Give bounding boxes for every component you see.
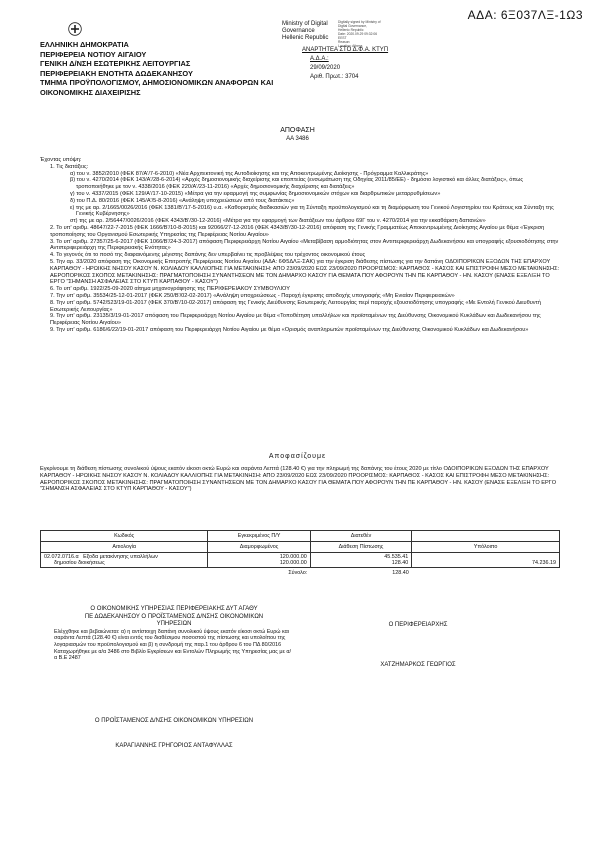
table-row (41, 553, 560, 568)
decision-text: Εγκρίνουμε τη διάθεση πίστωσης συνολικού ύψους εκατόν είκοσι οκτώ Ευρώ και σαράντα Λεπτά (128.40 €) για την πληρωμή της δαπάνης του έτους 2020 με τίτλο ΟΔΟΙΠΟΡΙΚΩΝ ΕΞΟΔΩΝ ΤΗΣ ΕΠΑΡΧΟΥ ΚΑΡΠΑΘΟΥ - ΗΡΩΙΚΗΣ ΝΗΣΟΥ ΚΑΣΟΥ Ν. ΚΟΛΙΑΔΟΥ ΚΑΛΛΙΟΠΗΣ ΓΙΑ ΜΕΤΑΚΙΝΗΣΗ: ΑΠΟ 23/09/2020 ΕΩΣ 23/09/2020 ΠΡΟΟΡΙΣΜΟΣ: ΚΑΡΠΑΘΟΣ - ΚΑΣΟΣ ΚΑΙ ΕΠΙΣΤΡΟΦΗ ΜΕΣΟ ΜΕΤΑΚΙΝΗΣΗΣ: ΑΕΡΟΠΟΡΙΚΩΣ ΣΚΟΠΟΣ ΜΕΤΑΚΙΝΗΣΗΣ: ΠΡΑΓΜΑΤΟΠΟΙΗΣΗ ΣΥΝΑΝΤΗΣΕΩΝ ΜΕ ΤΟΝ ΔΗΜΑΡΧΟ ΚΑΣΟΥ ΓΙΑ ΘΕΜΑΤΑ ΠΟΥ ΑΦΟΡΟΥΝ ΤΗΝ ΠΕ ΚΑΡΠΑΘΟΥ - ΗΝ. ΚΑΣΟΥ (ΕΝΑΣΕ ΕΞΕΛΙΞΗ ΤΟ ΕΡΓΟ "ΣΗΜΑΝΣΗ ΑΣΦΑΛΕΙΑΣ ΣΤΟ ΚΤΥΠ ΚΑΡΠΑΘΟΥ - ΚΑΣΟΥ") (40, 466, 557, 493)
issuer-line: ΤΜΗΜΑ ΠΡΟΫΠΟΛΟΓΙΣΜΟΥ, ΔΗΜΟΣΙΟΝΟΜΙΚΩΝ ΑΝΑΦΟΡΩΝ ΚΑΙ (40, 78, 274, 88)
ada-code: ΑΔΑ: 6Ξ037ΛΞ-1Ω3 (467, 8, 583, 22)
item-6: 6. Το υπ' αριθμ. 1922/25-09-2020 αίτημα μηχανογράφησης της ΠΕΡΙΦΕΡΕΙΑΚΟΥ ΣΥΜΒΟΥΛΙΟΥ (50, 286, 290, 293)
issuer-header (40, 40, 273, 98)
row-remaining: 74.236.19 (412, 553, 560, 568)
row-budget-1: 120.000.00 (279, 554, 307, 560)
row-desc: Εξοδα μετακίνησης υπαλλήλων (83, 554, 158, 560)
left-signature-block (54, 606, 294, 662)
row-code: 02.072.0716.α (44, 554, 79, 560)
left-sig-line: ΠΕ ΔΩΔΕΚΑΝΗΣΟΥ Ο ΠΡΟΪΣΤΑΜΕΝΟΣ Δ/ΝΣΗΣ ΟΙΚΟΝΟΜΙΚΩΝ (84, 613, 264, 620)
greek-emblem-icon (68, 22, 82, 36)
allocation-table (40, 530, 560, 578)
row-available (310, 553, 411, 568)
col-formed: Διαμορφωμένος (208, 542, 311, 553)
item-1b: β) του ν. 4270/2014 (ΦΕΚ 143/Α'/28-6-2014) «Αρχές δημοσιονομικής διαχείρισης και εποπτείας (ενσωμάτωση της Οδηγίας 2011/85/ΕΕ) - δημόσιο λογιστικό και άλλες διατάξεις», όπως τροποποιήθηκε με τον ν. 4338/2016 (ΦΕΚ 220/Α'/23-11-2016) «Αρχές δημοσιονομικής διαχείρισης και διατάξεις» (70, 177, 524, 191)
issuer-line: ΕΛΛΗΝΙΚΗ ΔΗΜΟΚΡΑΤΙΑ (40, 40, 129, 49)
left-sig-line: ΥΠΗΡΕΣΙΩΝ (156, 621, 192, 628)
decision-title: Αποφασίζουμε (268, 453, 327, 460)
considerations (40, 157, 560, 334)
digital-signature-details (338, 20, 381, 48)
col-empty (412, 531, 560, 542)
sign-line: Reason: (338, 40, 351, 44)
col-reason: Αιτιολογία (41, 542, 208, 553)
row-budget-2: 120.000.00 (279, 560, 307, 566)
row-desc-2: δημοσίου διοικήσεως (54, 560, 105, 566)
item-1d: δ) του Π.Δ. 80/2016 (ΦΕΚ 145/Α'/5-8-2016) «Ανάληψη υποχρεώσεων από τους διατάκτες» (70, 197, 295, 204)
col-remaining: Υπόλοιπο (412, 542, 560, 553)
gov-line: Ministry of Digital (282, 21, 328, 27)
posting-note: ΑΝΑΡΤΗΤΕΑ ΣΤΟ Δ.Φ.Α. ΚΤΥΠ (302, 47, 389, 53)
left-sig-check: Ελέγχθηκε και βεβαιώνεται: α) η αντίστοιχη δαπάνη συνολικού ύψους εκατόν είκοσι οκτώ Ευρώ και σαράντα Λεπτά (128.40 €) είναι εντός του διαθέσιμου ποσοστού της πίστωσης και υπολοίπου της λογαριασμών του προϋπολογισμού και β) η συνδρομή της παρ.1 του άρθρου 6 του ΠΔ 80/2016 (54, 628, 289, 648)
document-title: ΑΠΟΦΑΣΗ (280, 127, 315, 134)
item-1f: στ) της με αρ. 2/56447/0026/2016 (ΦΕΚ 4343/Β'/30-12-2016) «Μέτρα για την εφαρμογή των διατάξεων του άρθρου 69Γ του ν. 4270/2014 για την εκκαθάριση δαπανών» (70, 218, 486, 225)
row-available-2: 128.40 (391, 560, 409, 566)
row-available-1: 45.535.41 (384, 554, 409, 560)
row-budget (208, 553, 311, 568)
protocol-number: Αριθ. Πρωτ.: 3704 (310, 74, 359, 80)
item-5: 5. Την αρ. 33/2020 απόφαση της Οικονομικής Επιτροπής Περιφέρειας Νοτίου Αιγαίου (ΑΔΑ: 6Φ5ΔΛΞ-ΣΑΚ) για την έγκριση διάθεσης πίστωσης για την δαπάνη ΟΔΟΙΠΟΡΙΚΩΝ ΕΞΟΔΩΝ ΤΗΣ ΕΠΑΡΧΟΥ ΚΑΡΠΑΘΟΥ - ΗΡΩΙΚΗΣ ΝΗΣΟΥ ΚΑΣΟΥ Ν. ΚΟΛΙΑΔΟΥ ΚΑΛΛΙΟΠΗΣ ΓΙΑ ΜΕΤΑΚΙΝΗΣΗ: ΑΠΟ 23/09/2020 ΕΩΣ 23/09/2020 ΠΡΟΟΡΙΣΜΟΣ: ΚΑΡΠΑΘΟΣ - ΚΑΣΟΣ ΚΑΙ ΕΠΙΣΤΡΟΦΗ ΜΕΣΟ ΜΕΤΑΚΙΝΗΣΗΣ: ΑΕΡΟΠΟΡΙΚΩΣ ΣΚΟΠΟΣ ΜΕΤΑΚΙΝΗΣΗΣ: ΠΡΑΓΜΑΤΟΠΟΙΗΣΗ ΣΥΝΑΝΤΗΣΕΩΝ ΜΕ ΤΟΝ ΔΗΜΑΡΧΟ ΚΑΣΟΥ ΓΙΑ ΘΕΜΑΤΑ ΠΟΥ ΑΦΟΡΟΥΝ ΤΗΝ ΠΕ ΚΑΡΠΑΘΟΥ - ΗΝ. ΚΑΣΟΥ (ΕΝΑΣΕ ΕΞΕΛΙΞΗ ΤΟ ΕΡΓΟ "ΣΗΜΑΝΣΗ ΑΣΦΑΛΕΙΑΣ ΣΤΟ ΚΤΥΠ ΚΑΡΠΑΘΟΥ - ΚΑΣΟΥ") (50, 258, 560, 286)
col-code: Κωδικός (41, 531, 208, 542)
item-2: 2. Το υπ' αριθμ. 48647/22-7-2015 (ΦΕΚ 1666/Β'/10-8-2015) και 92066/27-12-2016 (ΦΕΚ 4343/Β'/30-12-2016) απόφαση της Γενικής Γραμματέως Αποκεντρωμένης Διοίκησης Αιγαίου με θέμα «Έγκριση τροποποίησης του Οργανισμού Εσωτερικής Υπηρεσίας της Περιφέρειας Νοτίου Αιγαίου» (50, 224, 545, 238)
regional-governor-name: ΧΑΤΖΗΜΑΡΚΟΣ ΓΕΩΡΓΙΟΣ (380, 662, 456, 668)
table-header-row (41, 542, 560, 553)
row-code-desc (41, 553, 208, 568)
table-total-row (41, 568, 560, 579)
table-header-row (41, 531, 560, 542)
issuer-line: ΠΕΡΙΦΕΡΕΙΑ ΝΟΤΙΟΥ ΑΙΓΑΙΟΥ (40, 49, 147, 59)
issuer-line: ΓΕΝΙΚΗ Δ/ΝΣΗ ΕΣΩΤΕΡΙΚΗΣ ΛΕΙΤΟΥΡΓΙΑΣ (40, 59, 191, 69)
item-7: 7. Την υπ' αριθμ. 35534/25-12-01-2017 (ΦΕΚ 250/Β'/02-02-2017) «Ανάληψη υποχρεώσεως - Παροχή έγκρισης αποδοχής υπογραφής «Μη Ενιαίαν Περιφερειακών» (50, 292, 455, 299)
document-date: 29/09/2020 (310, 65, 341, 71)
sign-line: Hellenic Republic (338, 28, 364, 32)
item-8: 8. Την υπ' αριθμ. 5742/523/19-01-2017 (ΦΕΚ 370/Β'/10-02-2017) απόφαση της Γενικής Διεύθυνσης Εσωτερικής Λειτουργίας περί παροχής εξουσιοδότησης υπογραφής «Με Εντολή Γενικού Διευθυντή Εσωτερικής Λειτουργίας» (50, 299, 541, 313)
item-1c: γ) του ν. 4337/2015 (ΦΕΚ 129/Α'/17-10-2015) «Μέτρα για την εφαρμογή της συμφωνίας δημοσιονομικών στόχων και διαρθρωτικών μεταρρυθμίσεων» (70, 190, 441, 197)
item-9: 9. Την υπ' αριθμ. 23135/3/19-01-2017 απόφαση του Περιφερειάρχη Νοτίου Αιγαίου με θέμα «Τοποθέτηση υπαλλήλων και προϊσταμένων της Διεύθυνσης Οικονομικού Κυκλάδων και Δωδεκανήσου της Περιφέρειας Νοτίου Αιγαίου» (50, 313, 541, 327)
col-approved: Εγκεκριμένος Π/Υ (208, 531, 311, 542)
finance-head-name: ΚΑΡΑΓΙΑΝΝΗΣ ΓΡΗΓΟΡΙΟΣ ΑΝΤΑΦΥΛΛΑΣ (115, 743, 233, 749)
total-label: Σύνολο: (288, 570, 308, 576)
gov-line: Governance (282, 28, 315, 34)
left-sig-record: Καταχωρήθηκε με α/α 3486 στο Βιβλίο Εγκρίσεων και Εντολών Πληρωμής της Υπηρεσίας μας με α/α Β.Ε 2487 (54, 648, 291, 662)
left-sig-line: Ο ΟΙΚΟΝΟΜΙΚΗΣ ΥΠΗΡΕΣΙΑΣ ΠΕΡΙΦΕΡΕΙΑΚΗΣ ΔΥΤ ΑΓΑΘΥ (90, 606, 258, 612)
finance-head-title: Ο ΠΡΟΪΣΤΑΜΕΝΟΣ Δ/ΝΣΗΣ ΟΙΚΟΝΟΜΙΚΩΝ ΥΠΗΡΕΣΙΩΝ (94, 718, 254, 724)
sign-line: Date: 2020.09.29 09:32:06 (338, 32, 378, 36)
sign-line: EEST (338, 36, 347, 40)
col-credit: Διάθεση Πίστωσης (310, 542, 411, 553)
issuer-line: ΟΙΚΟΝΟΜΙΚΗΣ ΔΙΑΧΕΙΡΙΣΗΣ (40, 87, 141, 97)
issuer-line: ΠΕΡΙΦΕΡΕΙΑΚΗ ΕΝΟΤΗΤΑ ΔΩΔΕΚΑΝΗΣΟΥ (40, 68, 193, 78)
sign-line: Digitally signed by Ministry of (338, 20, 381, 24)
document-number: ΑΑ 3486 (286, 136, 309, 142)
sign-line: Digital Governance, (338, 24, 367, 28)
document-meta (302, 46, 388, 82)
sign-line: Location: Athens (338, 44, 363, 48)
item-1e: ε) της με αρ. 2/1665/0026/2016 (ΦΕΚ 1381/Β'/17-5-2016) υ.α. «Καθορισμός διαδικασιών για τη Σύνταξη προϋπολογισμού και τη διαμόρφωση του Γενικού Λογιστηρίου του Κράτους και Σύνταξη της Γενικής Κυβέρνησης» (70, 204, 554, 218)
item-4: 4. Το γεγονός ότι το ποσό της διαφαινόμενης μέγιστης δαπάνης δεν υπερβαίνει τις προβλέψεις του τρέχοντος οικονομικού έτους (50, 252, 366, 259)
digital-signature-block (282, 21, 328, 42)
item-9b: 9. Την υπ' αριθμ. 6186/6/22/19-01-2017 απόφαση του Περιφερειάρχη Νοτίου Αιγαίου με θέμα «Ορισμός αναπληρωτών προϊσταμένων της Διεύθυνσης Οικονομικού Κυκλάδων και Δωδεκανήσου» (50, 326, 529, 333)
regional-governor-title: Ο ΠΕΡΙΦΕΡΕΙΑΡΧΗΣ (388, 622, 448, 628)
item-1a: α) του ν. 3852/2010 (ΦΕΚ 87/Α'/7-6-2010) «Νέα Αρχιτεκτονική της Αυτοδιοίκησης και της Αποκεντρωμένης Διοίκησης - Πρόγραμμα Καλλικράτης» (70, 170, 429, 177)
total-value: 128.40 (392, 570, 409, 576)
col-allocated: Διατεθέν (310, 531, 411, 542)
gov-line: Hellenic Republic (282, 35, 329, 41)
item-1-head: 1. Τις διατάξεις: (50, 163, 89, 170)
intro-text: Έχοντας υπόψη: (40, 157, 82, 163)
item-3: 3. Το υπ' αριθμ. 27357/25-6-2017 (ΦΕΚ 1066/Β'/24-3-2017) απόφαση Περιφερειάρχη Νοτίου Αιγαίου «Μεταβίβαση αρμοδιότητας στον Αντιπεριφερειάρχη Δωδεκανήσου και υπογραφής εξουσιοδότησης στην Αντιπεριφερειάρχη της Περιφερειακής Ενότητας» (50, 238, 559, 252)
ada-label: Α.Δ.Α.: (310, 56, 329, 62)
